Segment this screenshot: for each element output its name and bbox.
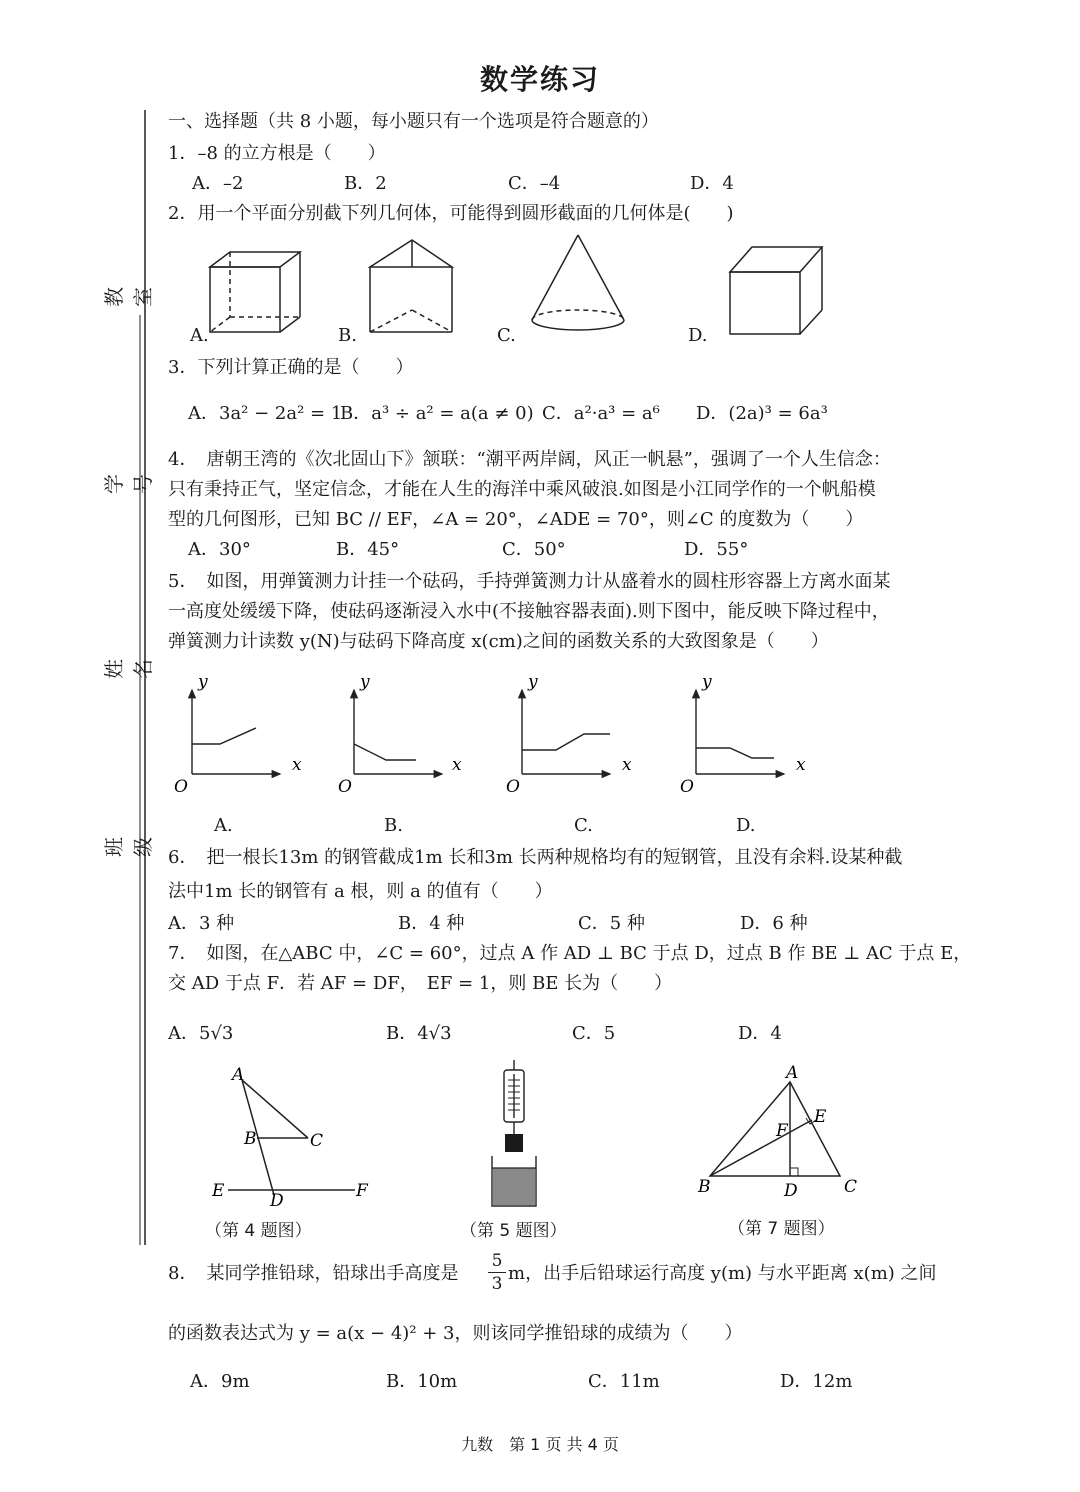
q8-fraction-numerator: 5 <box>488 1250 506 1273</box>
fig7-point-a: A <box>786 1063 799 1083</box>
q8-fraction <box>488 1250 506 1295</box>
q2-solid-figures <box>180 232 880 352</box>
q4-option-c: C．50° <box>502 539 566 560</box>
q1-option-a: A．–2 <box>192 173 244 194</box>
figure-4 <box>210 1060 380 1210</box>
fig5-caption: （第 5 题图） <box>460 1221 567 1241</box>
page-footer: 九数 第 1 页 共 4 页 <box>461 1435 619 1454</box>
q3-option-a: A．3a² − 2a² = 1 <box>188 403 343 424</box>
q2-label-b: B. <box>338 325 357 346</box>
q8-line-2: 的函数表达式为 y = a(x − 4)² + 3，则该同学推铅球的成绩为（ ） <box>168 1323 743 1344</box>
q3-option-b: B．a³ ÷ a² = a(a ≠ 0) <box>340 403 534 424</box>
q4-option-b: B．45° <box>336 539 400 560</box>
fig7-point-f: F <box>776 1121 788 1141</box>
graph-a-y: y <box>198 672 208 692</box>
section-header: 一、选择题（共 8 小题，每小题只有一个选项是符合题意的） <box>168 111 659 132</box>
q4-line-3: 型的几何图形，已知 BC // EF，∠A = 20°，∠ADE = 70°，则∠C 的度数为（ ） <box>168 509 864 530</box>
fig7-point-e: E <box>814 1107 827 1127</box>
graph-a-o: O <box>174 777 188 797</box>
q4-line-2: 只有秉持正气，坚定信念，才能在人生的海洋中乘风破浪.如图是小江同学作的一个帆船模 <box>168 479 876 500</box>
q6-option-a: A．3 种 <box>168 913 235 934</box>
q2-label-d: D. <box>688 325 708 346</box>
q8-line-1a: 8． 某同学推铅球，铅球出手高度是 <box>168 1263 459 1284</box>
graph-d-o: O <box>680 777 694 797</box>
page-title: 数学练习 <box>479 63 600 96</box>
q6-option-d: D．6 种 <box>740 913 808 934</box>
q8-option-a: A．9m <box>190 1371 250 1392</box>
fig4-point-f: F <box>356 1181 368 1201</box>
graph-c-y: y <box>528 672 538 692</box>
graph-b-o: O <box>338 777 352 797</box>
q4-option-d: D．55° <box>684 539 749 560</box>
cone-figure <box>532 235 624 330</box>
graph-a <box>192 690 280 774</box>
fig4-point-a: A <box>232 1065 245 1085</box>
graph-b <box>354 690 442 774</box>
q7-option-c: C．5 <box>572 1023 616 1044</box>
q8-fraction-denominator: 3 <box>491 1274 503 1294</box>
fig4-point-b: B <box>244 1129 257 1149</box>
q1-stem: 1．–8 的立方根是（ ） <box>168 143 386 164</box>
q5-label-d: D. <box>736 815 756 836</box>
graph-b-x: x <box>452 755 462 775</box>
graph-c-x: x <box>622 755 632 775</box>
graph-a-x: x <box>292 755 302 775</box>
q3-option-d: D．(2a)³ = 6a³ <box>696 403 828 424</box>
q8-option-d: D．12m <box>780 1371 853 1392</box>
q7-line-2: 交 AD 于点 F．若 AF = DF， EF = 1，则 BE 长为（ ） <box>168 973 673 994</box>
figure-7 <box>692 1060 882 1210</box>
q5-label-a: A. <box>214 815 233 836</box>
q5-line-3: 弹簧测力计读数 y(N)与砝码下降高度 x(cm)之间的函数关系的大致图象是（ ） <box>168 631 829 652</box>
fig4-point-d: D <box>270 1191 284 1211</box>
fig4-caption: （第 4 题图） <box>205 1221 312 1241</box>
q2-label-a: A. <box>190 325 209 346</box>
q2-stem: 2．用一个平面分别截下列几何体，可能得到圆形截面的几何体是( ) <box>168 203 734 224</box>
q6-line-1: 6． 把一根长13m 的钢管截成1m 长和3m 长两种规格均有的短钢管，且没有余料.设某种截 <box>168 847 903 868</box>
q1-option-c: C．–4 <box>508 173 561 194</box>
q3-stem: 3．下列计算正确的是（ ） <box>168 357 414 378</box>
q4-option-a: A．30° <box>188 539 251 560</box>
triangular-prism-figure <box>370 240 452 332</box>
q7-option-a: A．5√3 <box>168 1023 234 1044</box>
water-fill <box>493 1168 535 1205</box>
prism-figure <box>210 252 300 332</box>
fig4-point-c: C <box>310 1131 324 1151</box>
graph-c-o: O <box>506 777 520 797</box>
q6-line-2: 法中1m 长的钢管有 a 根，则 a 的值有（ ） <box>168 881 553 902</box>
q5-line-2: 一高度处缓缓下降，使砝码逐渐浸入水中(不接触容器表面).则下图中，能反映下降过程中， <box>168 601 890 622</box>
q8-option-b: B．10m <box>386 1371 458 1392</box>
weight-block <box>505 1134 523 1152</box>
q2-label-c: C. <box>497 325 516 346</box>
graph-d-y: y <box>702 672 712 692</box>
q8-line-1b: m，出手后铅球运行高度 y(m) 与水平距离 x(m) 之间 <box>508 1263 937 1284</box>
q5-label-b: B. <box>384 815 403 836</box>
graph-d <box>696 690 784 774</box>
fig4-point-e: E <box>212 1181 225 1201</box>
q3-option-c: C．a²·a³ = a⁶ <box>542 403 660 424</box>
side-label-name: 姓名 <box>102 659 155 679</box>
q8-option-c: C．11m <box>588 1371 660 1392</box>
fig7-point-c: C <box>844 1177 858 1197</box>
fig7-caption: （第 7 题图） <box>728 1219 835 1239</box>
q7-option-b: B．4√3 <box>386 1023 452 1044</box>
q1-option-b: B．2 <box>344 173 387 194</box>
q6-option-b: B．4 种 <box>398 913 465 934</box>
graph-d-x: x <box>796 755 806 775</box>
side-label-student-id: 学号 <box>102 474 155 494</box>
side-label-class: 班级 <box>102 837 155 857</box>
graph-b-y: y <box>360 672 370 692</box>
q6-option-c: C．5 种 <box>578 913 645 934</box>
fig7-point-d: D <box>784 1181 798 1201</box>
cube-figure <box>730 247 822 334</box>
q5-line-1: 5． 如图，用弹簧测力计挂一个砝码，手持弹簧测力计从盛着水的圆柱形容器上方离水面某 <box>168 571 891 592</box>
q1-option-d: D．4 <box>690 173 734 194</box>
figure-5 <box>478 1058 558 1208</box>
q7-line-1: 7． 如图，在△ABC 中，∠C = 60°，过点 A 作 AD ⊥ BC 于点 D，过点 B 作 BE ⊥ AC 于点 E， <box>168 943 972 964</box>
fig7-point-b: B <box>698 1177 711 1197</box>
side-label-classroom: 教室 <box>102 287 155 307</box>
q4-line-1: 4． 唐朝王湾的《次北固山下》颔联：“潮平两岸阔，风正一帆悬”，强调了一个人生信念： <box>168 449 891 470</box>
graph-c <box>522 690 610 774</box>
q7-option-d: D．4 <box>738 1023 782 1044</box>
q5-label-c: C. <box>574 815 593 836</box>
q5-graphs <box>170 672 870 802</box>
